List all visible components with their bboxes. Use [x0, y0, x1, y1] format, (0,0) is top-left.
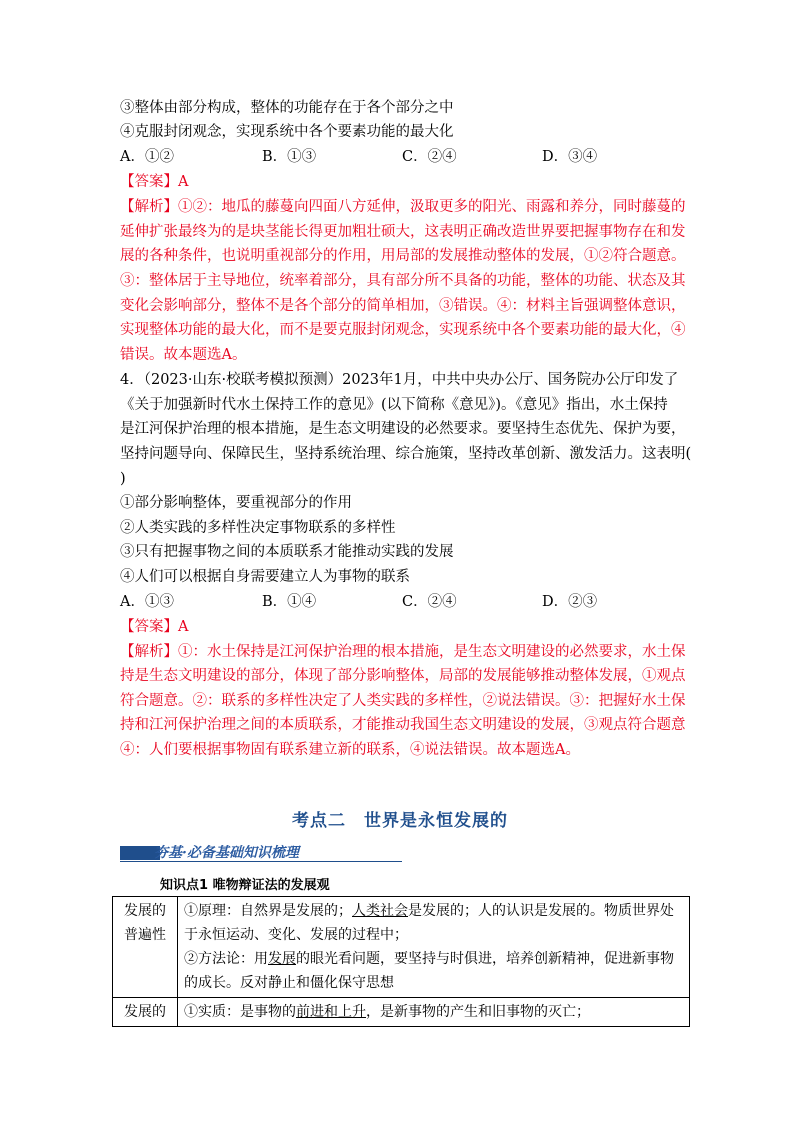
q3-option-c: C．②④	[402, 149, 457, 165]
q4-option-c: C．②④	[402, 594, 457, 610]
q3-option-d: D．③④	[542, 149, 598, 165]
q4-analysis-line: 符合题意。②：联系的多样性决定了人类实践的多样性，②说法错误。③：把握好水土保	[120, 693, 686, 709]
q4-stem-line: 《关于加强新时代水土保持工作的意见》(以下简称《意见》)。《意见》指出，水土保持	[120, 397, 668, 413]
q4-analysis-line: 持和江河保护治理之间的本质联系，才能推动我国生态文明建设的发展，③观点符合题意	[120, 717, 686, 733]
q3-answer: 【答案】A	[120, 174, 189, 190]
method-part: ②方法论：用	[184, 951, 268, 967]
essence-part: ①实质：是事物的	[184, 1004, 296, 1020]
essence-part: ，是新事物的产生和旧事物的灭亡；	[366, 1004, 590, 1020]
q3-analysis-line: 实现整体功能的最大化，而不是要克服封闭观念，实现系统中各个要素功能的最大化，④	[120, 322, 686, 338]
q4-stem-line: )	[120, 471, 126, 487]
q4-item-3: ③只有把握事物之间的本质联系才能推动实践的发展	[120, 544, 454, 560]
q4-stem-line: 是江河保护治理的根本措施，是生态文明建设的必然要求。要坚持生态优先、保护为要，	[120, 421, 686, 437]
q4-option-a: A．①③	[120, 594, 174, 610]
method-part: 的眼光看问题，要坚持与时俱进，培养创新精神，促进新事物的成长。反对静止和僵化保守思想	[184, 951, 674, 991]
q4-option-b: B．①④	[262, 594, 317, 610]
q4-item-4: ④人们可以根据自身需要建立人为事物的联系	[120, 569, 410, 585]
q4-analysis-line: 【解析】①：水土保持是江河保护治理的根本措施，是生态文明建设的必然要求，水土保	[120, 644, 686, 660]
section-title: 考点二 世界是永恒发展的	[292, 811, 508, 831]
principle-part: 是发展的；人的认识是发展的。物质世界处于永恒运动、变化、发展的过程中；	[184, 903, 674, 943]
underlined-term: 前进和上升	[296, 1004, 366, 1020]
q4-analysis-line: 持是生态文明建设的部分，体现了部分影响整体，局部的发展能够推动整体发展，①观点	[120, 668, 686, 684]
table-row	[113, 897, 690, 998]
knowledge-table	[112, 896, 690, 1027]
knowledge-point-title: 知识点1 唯物辩证法的发展观	[160, 878, 330, 893]
q4-stem-line: 坚持问题导向、保障民生，坚持系统治理、综合施策，坚持改革创新、激发活力。这表明(	[120, 446, 692, 462]
q4-item-1: ①部分影响整体，要重视部分的作用	[120, 495, 352, 511]
row-content	[178, 897, 690, 998]
q4-stem-line: 4．（2023·山东·校联考模拟预测）2023年1月，中共中央办公厅、国务院办公厅印发了	[120, 372, 679, 388]
principle-text	[184, 899, 683, 947]
q3-item-4: ④克服封闭观念，实现系统中各个要素功能的最大化	[120, 124, 454, 140]
q3-analysis-line: ③：整体居于主导地位，统率着部分，具有部分所不具备的功能，整体的功能、状态及其	[120, 273, 686, 289]
principle-part: ①原理：自然界是发展的；	[184, 903, 352, 919]
q4-option-d: D．②③	[542, 594, 598, 610]
underlined-term: 发展	[268, 951, 296, 967]
q3-analysis-line: 延伸扩张最终为的是块茎能长得更加粗壮硕大，这表明正确改造世界要把握事物存在和发	[120, 224, 686, 240]
q4-analysis-line: ④：人们要根据事物固有联系建立新的联系，④说法错误。故本题选A。	[120, 742, 580, 758]
q3-analysis-line: 错误。故本题选A。	[120, 347, 247, 363]
q3-option-b: B．①③	[262, 149, 317, 165]
underlined-term: 人类社会	[352, 903, 408, 919]
section-banner	[120, 840, 402, 862]
q3-item-3: ③整体由部分构成，整体的功能存在于各个部分之中	[120, 100, 454, 116]
table-row	[113, 998, 690, 1027]
row-content	[178, 998, 690, 1027]
q3-analysis-line: 【解析】①②：地瓜的藤蔓向四面八方延伸，汲取更多的阳光、雨露和养分，同时藤蔓的	[120, 199, 686, 215]
method-text	[184, 947, 683, 995]
banner-label: 夯基·必备基础知识梳理	[154, 845, 299, 861]
q4-answer: 【答案】A	[120, 619, 189, 635]
q4-item-2: ②人类实践的多样性决定事物联系的多样性	[120, 520, 396, 536]
row-heading: 发展的	[113, 998, 178, 1027]
banner-underline	[120, 861, 402, 862]
row-heading: 发展的普遍性	[113, 897, 178, 998]
q3-analysis-line: 变化会影响部分，整体不是各个部分的简单相加，③错误。④：材料主旨强调整体意识，	[120, 298, 686, 314]
q3-option-a: A．①②	[120, 149, 174, 165]
q3-analysis-line: 展的各种条件，也说明重视部分的作用，用局部的发展推动整体的发展，①②符合题意。	[120, 248, 686, 264]
